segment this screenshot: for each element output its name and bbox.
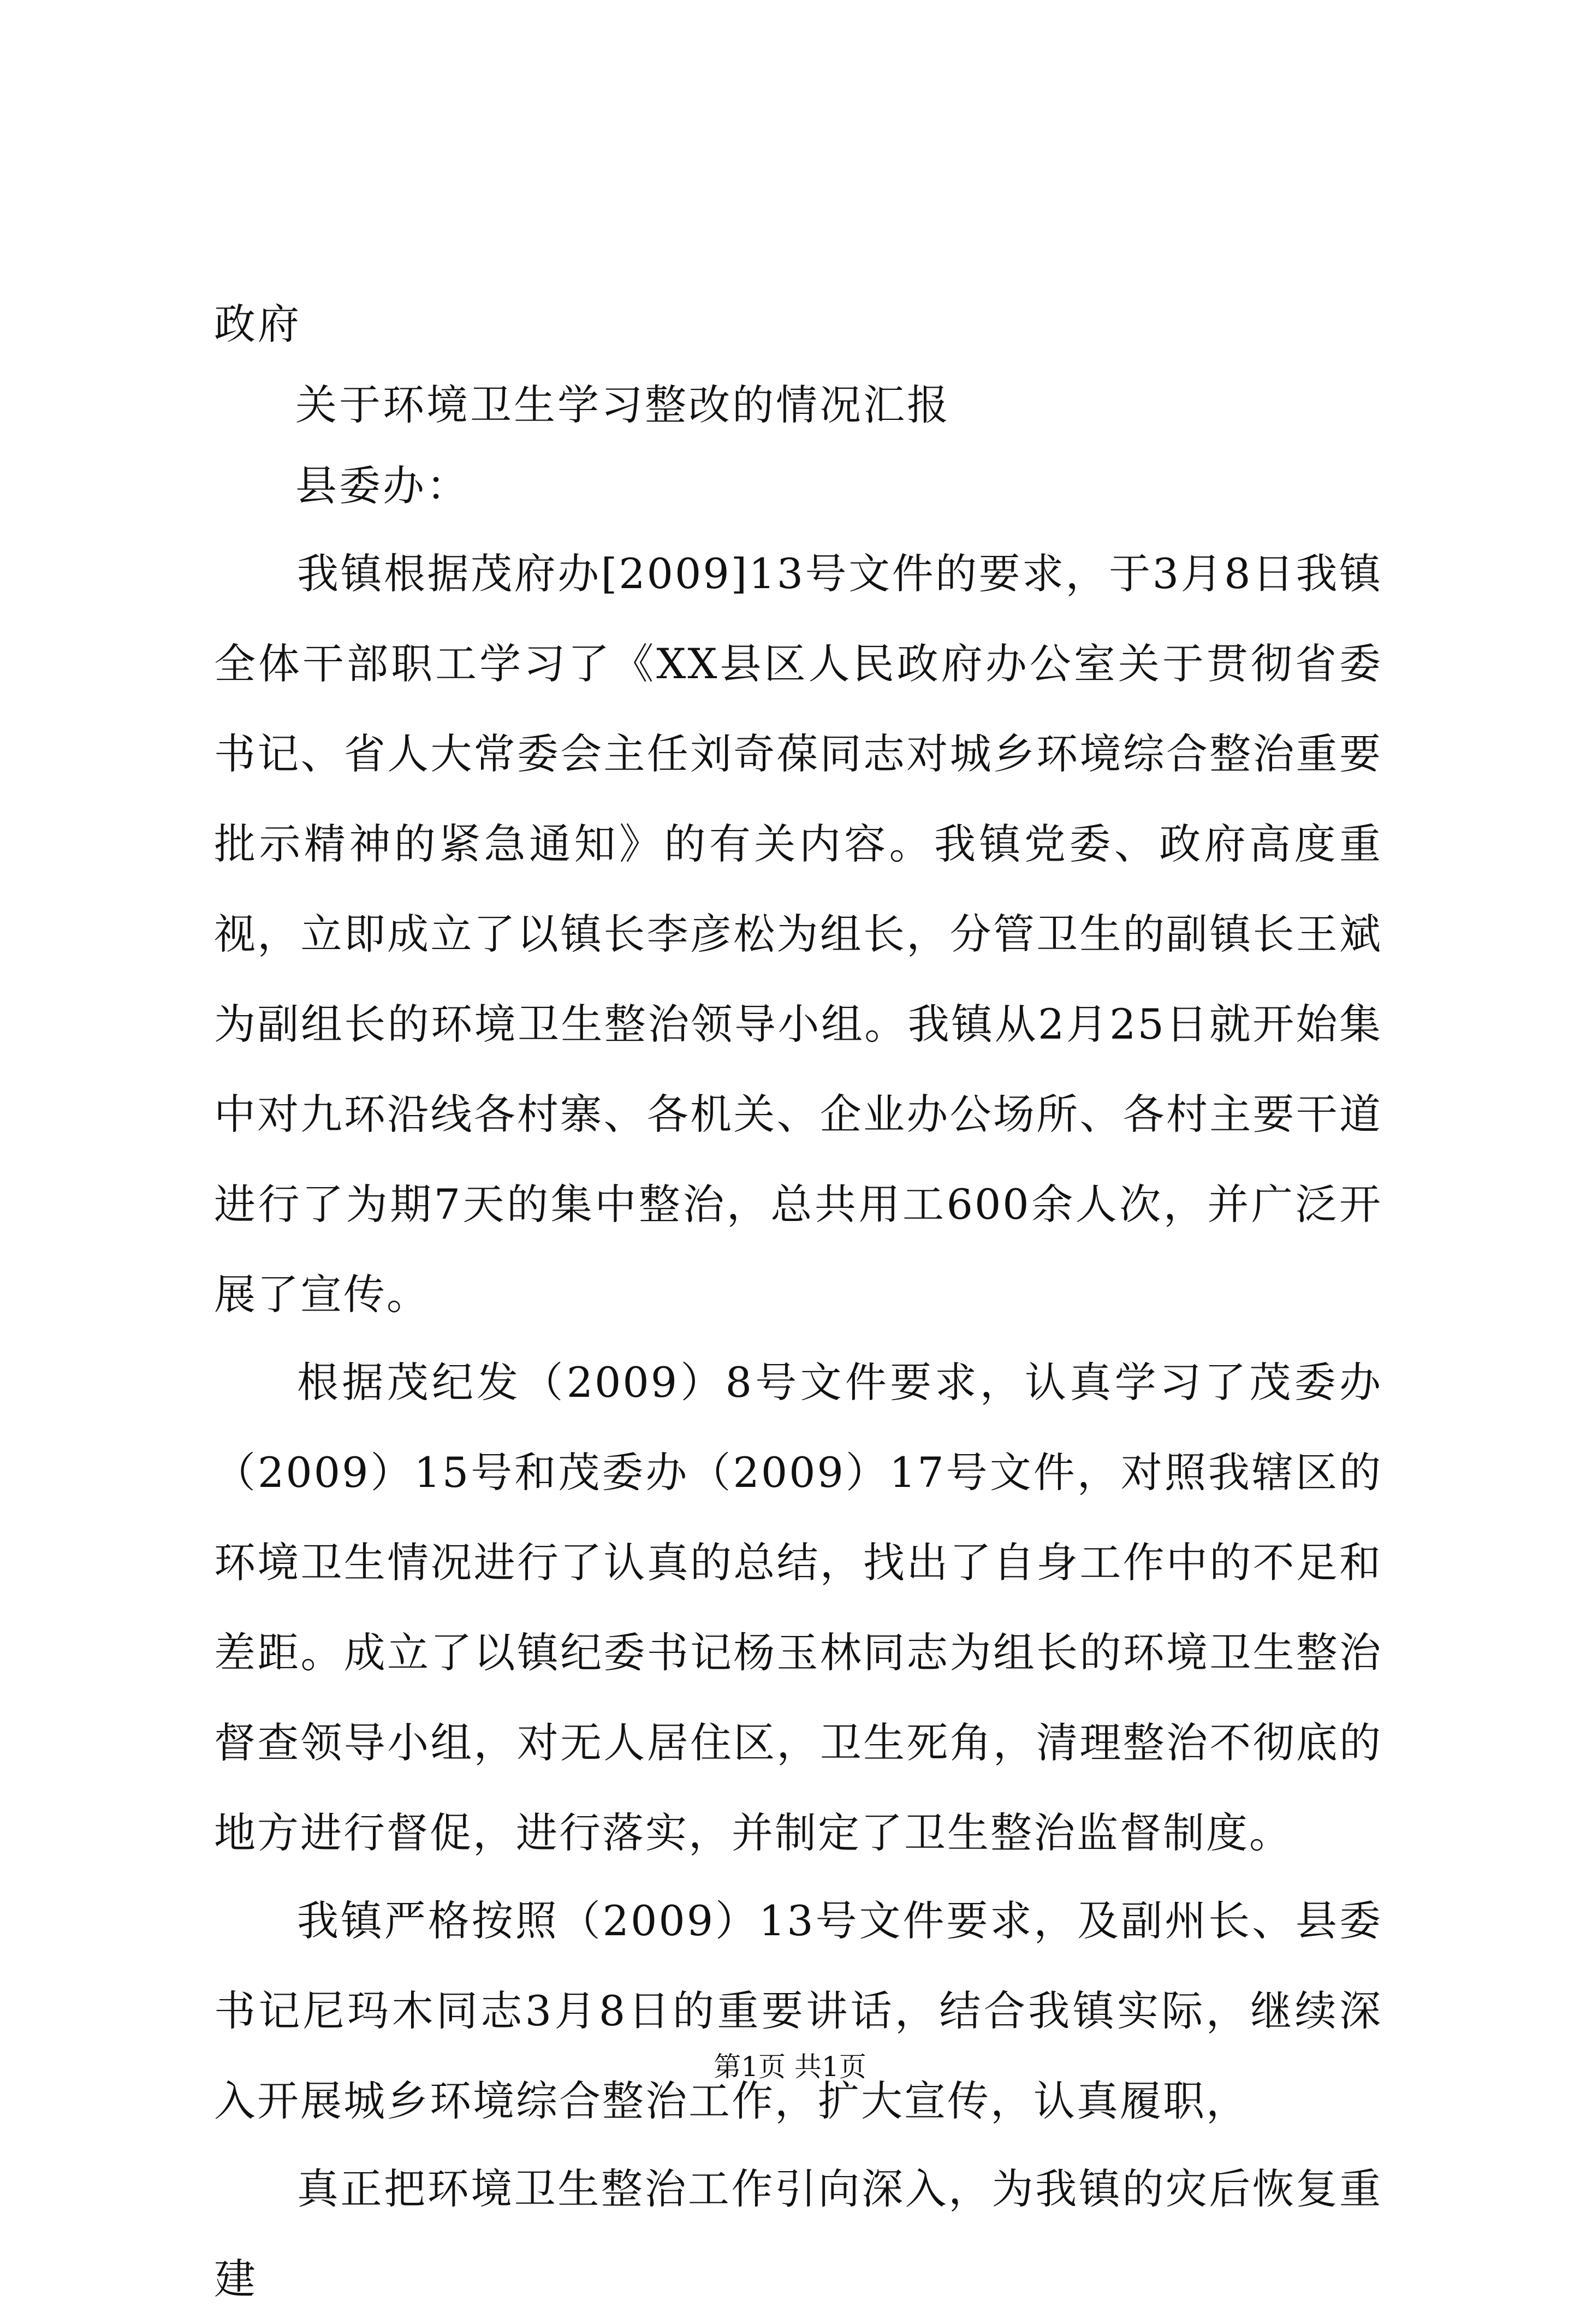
body-paragraph-1: 我镇根据茂府办[2009]13号文件的要求，于3月8日我镇全体干部职工学习了《XX县区人民政府办公室关于贯彻省委书记、省人大常委会主任刘奇葆同志对城乡环境综合整治重要批示精神的紧急通知》的有关内容。我镇党委、政府高度重视，立即成立了以镇长李彦松为组长，分管卫生的副镇长王斌为副组长的环境卫生整治领导小组。我镇从2月25日就开始集中对九环沿线各村寨、各机关、企业办公场所、各村主要干道进行了为期7天的集中整治，总共用工600余人次，并广泛开展了宣传。 [214, 549, 1382, 1319]
document-title: 关于环境卫生学习整改的情况汇报 [295, 381, 951, 429]
body-paragraph-2: 根据茂纪发（2009）8号文件要求，认真学习了茂委办（2009）15号和茂委办（2009）17号文件，对照我辖区的环境卫生情况进行了认真的总结，找出了自身工作中的不足和差距。成立了以镇纪委书记杨玉林同志为组长的环境卫生整治督查领导小组，对无人居住区，卫生死角，清理整治不彻底的地方进行督促，进行落实，并制定了卫生整治监督制度。 [214, 1358, 1382, 1857]
issuing-organization: 政府 [214, 300, 301, 348]
page-number-footer: 第1页 共1页 [714, 2051, 866, 2083]
body-paragraph-4: 真正把环境卫生整治工作引向深入，为我镇的灾后恢复重建 [214, 2165, 1382, 2303]
recipient-line: 县委办： [295, 461, 470, 510]
body-paragraph-3: 我镇严格按照（2009）13号文件要求，及副州长、县委书记尼玛木同志3月8日的重要讲话，结合我镇实际，继续深入开展城乡环境综合整治工作，扩大宣传，认真履职， [214, 1896, 1382, 2125]
